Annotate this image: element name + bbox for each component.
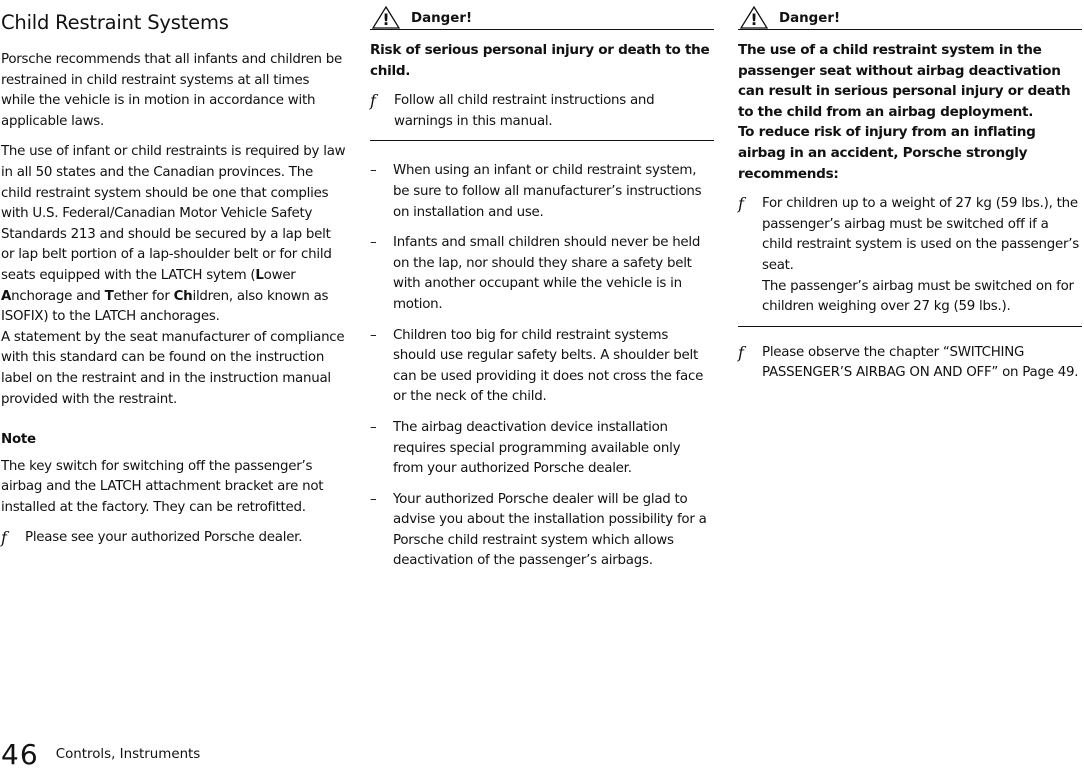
dash-marker: – <box>370 163 377 179</box>
latch-word-anchorage: nchorage and <box>11 288 105 304</box>
warning-triangle-icon <box>372 6 400 29</box>
dash-marker: – <box>370 235 377 251</box>
danger-label: Danger! <box>779 11 841 26</box>
latch-letter-t: T <box>104 288 114 304</box>
chapter-name: Controls, Instruments <box>55 747 201 762</box>
list-item <box>370 233 714 315</box>
latch-word-tether: ether for <box>113 288 174 304</box>
instructions-bullet <box>370 91 714 132</box>
latch-letter-l: L <box>255 267 264 283</box>
page-number: 46 <box>1 738 39 771</box>
airbag-on-text: The passenger’s airbag must be switched on for children weighing over 27 kg (59 lbs.). <box>762 278 1074 315</box>
dealer-bullet-text: Please see your authorized Porsche dealer. <box>25 530 303 546</box>
danger-label: Danger! <box>411 11 473 26</box>
list-item <box>370 326 714 408</box>
list-item-text: Infants and small children should never be held on the lap, nor should they share a safety belt with another occupant while the vehicle is in motion. <box>393 235 701 312</box>
list-item <box>370 161 714 223</box>
danger-icon-mark: ! <box>750 10 758 29</box>
bullet-marker: f <box>1 528 7 548</box>
warning-triangle-icon <box>740 6 768 29</box>
instructions-bullet-text: Follow all child restraint instructions and warnings in this manual. <box>394 93 655 129</box>
column-left <box>1 0 347 549</box>
chapter-reference-bullet <box>738 343 1082 384</box>
latch-word-children: ildren, also known as ISOFIX) to the LATCH anchorages. <box>1 288 329 325</box>
danger-rule <box>738 326 1082 327</box>
bullet-marker: f <box>370 91 376 111</box>
column-middle <box>370 0 714 572</box>
airbag-off-text: For children up to a weight of 27 kg (59 lbs.), the passenger’s airbag must be switched off if a child restraint system is used on the passenger’s seat. <box>762 196 1080 273</box>
intro-paragraph: Porsche recommends that all infants and children be restrained in child restraint systems at all times while the vehicle is in motion in accordance with applicable laws. <box>1 52 343 129</box>
latch-word-lower: ower <box>263 267 296 283</box>
danger-warning: Risk of serious personal injury or death to the child. <box>370 42 710 79</box>
column-right <box>738 0 1082 384</box>
danger-recommendation: To reduce risk of injury from an inflating airbag in an accident, Porsche strongly recommends: <box>738 124 1036 182</box>
note-heading: Note <box>1 432 36 448</box>
list-item-text: When using an infant or child restraint system, be sure to follow all manufacturer’s instructions on installation and use. <box>393 163 702 220</box>
airbag-weight-text <box>762 194 1082 318</box>
dash-marker: – <box>370 491 377 507</box>
list-item <box>370 418 714 480</box>
danger-warning-airbag: The use of a child restraint system in the passenger seat without airbag deactivation can result in serious personal injury or death to the child from an airbag deployment. <box>738 42 1071 120</box>
airbag-weight-bullet <box>738 194 1082 318</box>
list-item-text: The airbag deactivation device installation requires special programming available only from your authorized Porsche dealer. <box>393 419 681 477</box>
latch-letters-ch: Ch <box>173 288 193 304</box>
danger-header <box>370 9 714 30</box>
compliance-paragraph: A statement by the seat manufacturer of compliance with this standard can be found on the instruction label on the restraint and in the instruction manual provided with the restraint. <box>1 329 345 407</box>
latch-letter-a: A <box>1 288 12 304</box>
section-title: Child Restraint Systems <box>1 11 229 34</box>
list-item-text: Your authorized Porsche dealer will be glad to advise you about the installation possibility for a Porsche child restraint system which allows deactivation of the passenger’s airbags. <box>393 491 707 569</box>
latch-paragraph <box>1 142 347 327</box>
danger-header <box>738 9 1082 30</box>
dash-marker: – <box>370 419 377 435</box>
danger-icon-mark: ! <box>382 10 390 29</box>
note-body: The key switch for switching off the passenger’s airbag and the LATCH attachment bracket are not installed at the factory. They can be retrofitted. <box>1 458 324 515</box>
latch-intro-text: The use of infant or child restraints is required by law in all 50 states and the Canadian provinces. The child restraint system should be one that complies with U.S. Federal/Canadian Motor Vehicle Safety Standards 213 and should be secured by a lap belt or lap belt portion of a lap-shoulder belt or for child seats equipped with the LATCH sytem ( <box>1 144 346 283</box>
list-item-text: Children too big for child restraint systems should use regular safety belts. A shoulder belt can be used providing it does not cross the face or the neck of the child. <box>393 327 704 405</box>
bullet-marker: f <box>738 194 744 214</box>
dealer-bullet <box>1 528 347 549</box>
bullet-marker: f <box>738 342 744 362</box>
dash-marker: – <box>370 327 377 343</box>
chapter-reference-text: Please observe the chapter “SWITCHING PASSENGER’S AIRBAG ON AND OFF” on Page 49. <box>762 344 1079 381</box>
list-item <box>370 490 714 572</box>
page-footer <box>1 738 200 774</box>
